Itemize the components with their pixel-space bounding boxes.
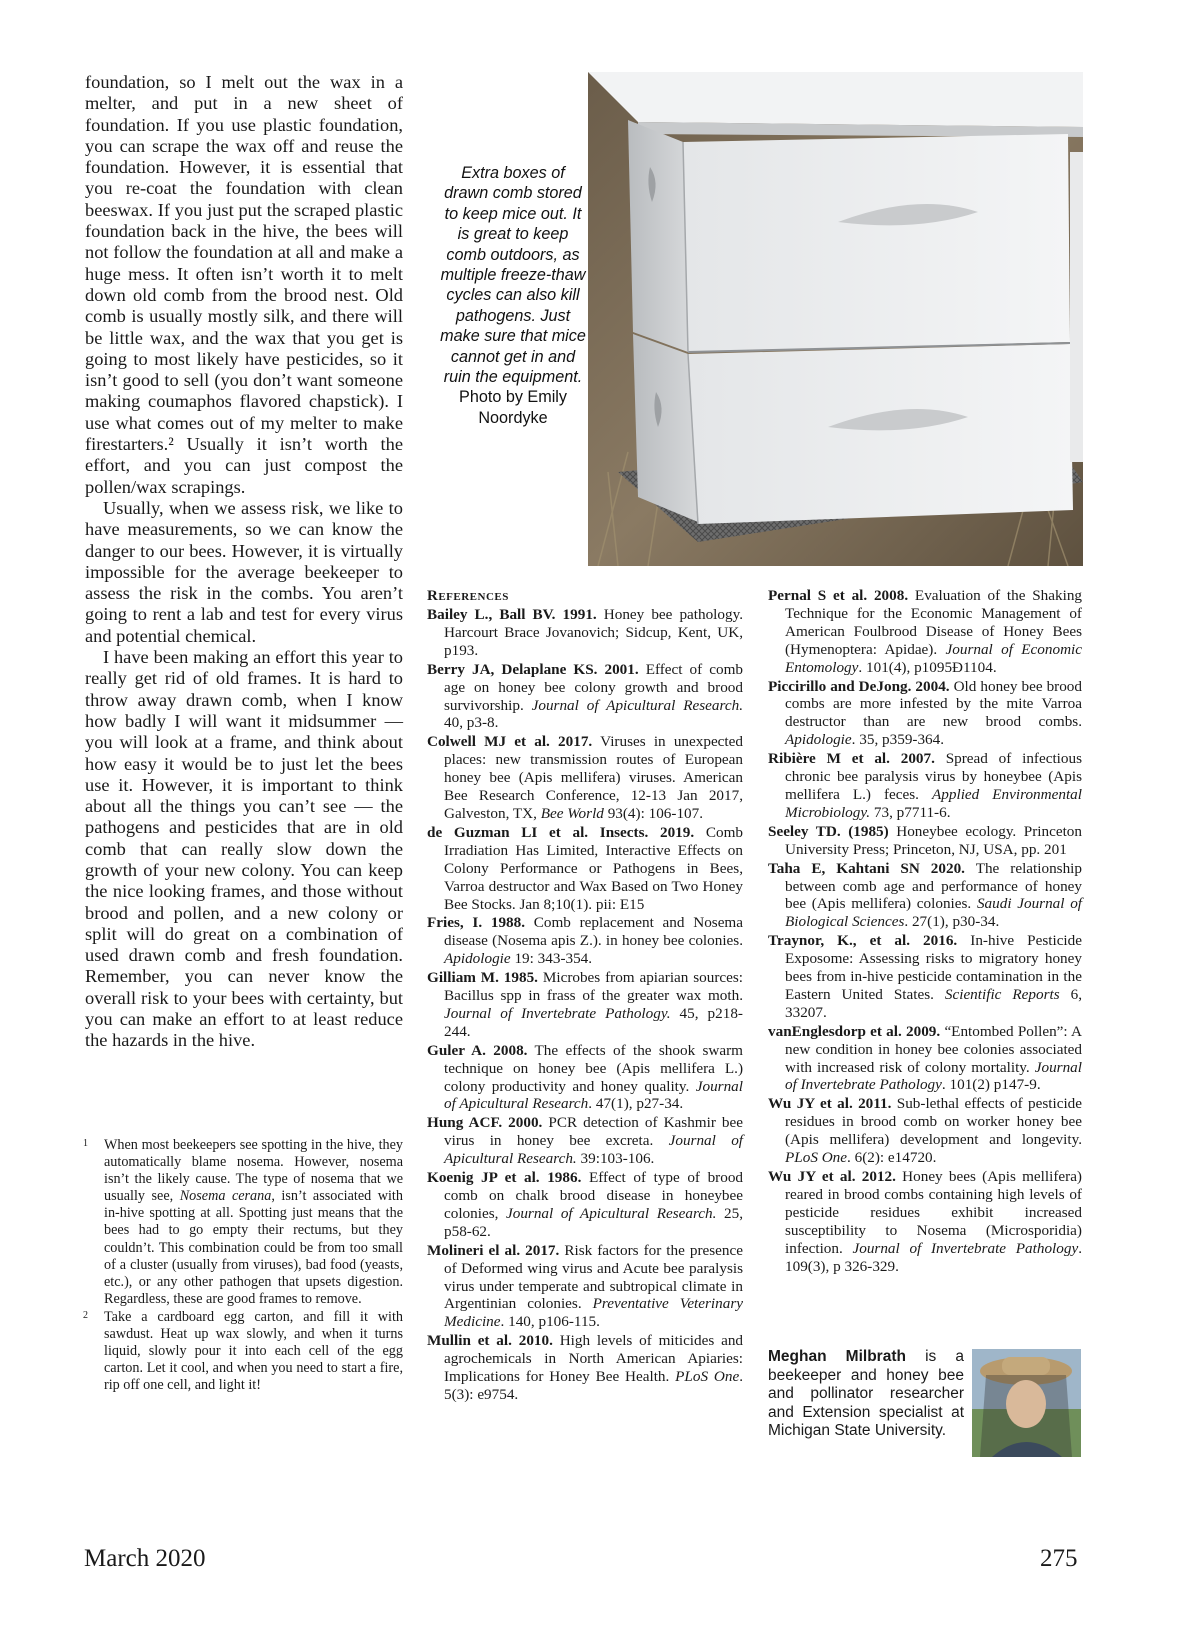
- reference-text: Sub-lethal effects of pesticide residues in brood comb on worker honey bee (Apis mellifera) development and longevity.: [785, 1095, 1082, 1149]
- reference-text: . 5(3): e9754.: [444, 1368, 743, 1403]
- reference-entry: [768, 678, 1082, 750]
- reference-text: Comb Irradiation Has Limited, Interactive Effects on Colony Performance or Pathogens in Bees, Varroa destructor and Wax Based on Two Honey Bee Stocks. Jan 8;10(1). pii: E15: [444, 823, 743, 913]
- footnote-text: When most beekeepers see spotting in the hive, they automatically blame nosema. However, nosema isn’t the likely cause. The type of nosema that we usually see,: [104, 1137, 403, 1205]
- reference-text: Risk factors for the presence of Deformed wing virus and Acute bee paralysis virus under temperate and subtropical climate in Argentinian colonies.: [444, 1241, 743, 1313]
- reference-text: Honeybee ecology. Princeton University Press; Princeton, NJ, USA, pp. 201: [785, 822, 1082, 858]
- reference-journal: Journal of Invertebrate Pathology.: [444, 1004, 671, 1022]
- reference-journal: Journal of Apicultural Research.: [531, 696, 743, 714]
- reference-journal: Bee World: [540, 804, 604, 822]
- reference-entry: [427, 1242, 743, 1332]
- reference-text: . 6(2): e14720.: [847, 1149, 937, 1167]
- reference-text: Honey bee pathology. Harcourt Brace Jovanovich; Sidcup, Kent, UK, p193.: [444, 606, 743, 659]
- reference-entry: [768, 1023, 1082, 1095]
- reference-authors: Piccirillo and DeJong. 2004.: [768, 677, 950, 695]
- footnote-number: 1: [83, 1138, 88, 1149]
- reference-text: “Entombed Pollen”: A new condition in honey bee colonies associated with increased risk of colony mortality.: [785, 1022, 1082, 1076]
- reference-entry: [427, 824, 743, 914]
- author-bio: [768, 1348, 964, 1441]
- reference-text: 73, p7711-6.: [870, 803, 951, 821]
- reference-text: Effect of comb age on honey bee colony growth and brood survivorship.: [444, 660, 743, 714]
- footnote: [83, 1309, 403, 1394]
- reference-text: 40, p3-8.: [444, 714, 499, 732]
- reference-entry: [768, 750, 1082, 822]
- reference-journal: Journal of Apicultural Research: [444, 1077, 743, 1113]
- reference-text: Old honey bee brood combs are more infested by the mite Varroa destructor than are new brood combs.: [785, 677, 1082, 731]
- reference-authors: Mullin et al. 2010.: [427, 1332, 553, 1350]
- reference-journal: Scientific Reports: [944, 985, 1060, 1003]
- reference-text: Effect of type of brood comb on chalk brood disease in honeybee colonies,: [444, 1169, 744, 1222]
- reference-authors: Traynor, K., et al. 2016.: [768, 932, 958, 950]
- reference-entry: [427, 661, 743, 733]
- reference-text: Viruses in unexpected places: new transmission routes of European honey bee (Apis mellifera) viruses. American Bee Research Conference, 12-13 Jan 2017, Galveston, TX,: [444, 733, 743, 822]
- photo-caption: [438, 163, 588, 428]
- reference-entry: [768, 860, 1082, 932]
- footnote-text: Take a cardboard egg carton, and fill it with sawdust. Heat up wax slowly, and when it turns liquid, slowly pour it into each cell of the egg carton. Let it cool, and when you need to start a fire, rip off one cell, and light it!: [104, 1308, 403, 1394]
- footnote: [83, 1137, 403, 1308]
- reference-text: . 35, p359-364.: [851, 731, 945, 749]
- reference-authors: Ribière M et al. 2007.: [768, 750, 935, 768]
- reference-entry: [768, 823, 1082, 859]
- footnote-italic: Nosema cerana: [179, 1188, 272, 1205]
- reference-authors: de Guzman LI et al. Insects. 2019.: [427, 823, 695, 841]
- reference-authors: Seeley TD. (1985): [768, 822, 889, 840]
- reference-text: 45, p218-244.: [444, 1004, 743, 1040]
- reference-entry: [427, 606, 743, 660]
- reference-entry: [768, 932, 1082, 1022]
- reference-text: Microbes from apiarian sources: Bacillus spp in frass of the greater wax moth.: [444, 969, 744, 1005]
- footnote-text: , isn’t associated with in-hive spotting at all. Spotting just means that the bees had to go empty their rectums, but they couldn’t. This combination could be from too small of a cluster (usually from viruses), bad food (yeasts, etc.), or any other pathogen that upsets digestion. Regardless, these are good frames to remove.: [104, 1188, 403, 1307]
- reference-entry: [427, 733, 743, 823]
- reference-journal: Journal of Apicultural Research.: [444, 1132, 744, 1168]
- reference-entry: [427, 1042, 743, 1114]
- reference-authors: Wu JY et al. 2011.: [768, 1095, 892, 1113]
- reference-authors: Koenig JP et al. 1986.: [427, 1169, 582, 1187]
- page-number: 275: [1040, 1545, 1078, 1572]
- reference-journal: Saudi Journal of Biological Sciences: [785, 895, 1083, 931]
- reference-text: . 47(1), p27-34.: [588, 1095, 684, 1113]
- reference-authors: Wu JY et al. 2012.: [768, 1168, 896, 1185]
- reference-text: Spread of infectious chronic bee paralysis virus by honeybee (Apis mellifera L.) feces.: [785, 750, 1083, 803]
- references-column-right: [768, 587, 1082, 1276]
- reference-entry: [427, 1169, 743, 1241]
- reference-text: Comb replacement and Nosema disease (Nosema apis Z.). in honey bee colonies.: [444, 914, 743, 950]
- footnote-number: 2: [83, 1309, 88, 1321]
- reference-journal: Journal of Invertebrate Pathology: [852, 1239, 1079, 1257]
- reference-text: . 101(4), p1095Ð1104.: [858, 658, 997, 676]
- beehive-photo: [588, 72, 1083, 566]
- reference-text: . 109(3), p 326-329.: [785, 1239, 1082, 1275]
- reference-journal: Apidologie: [785, 731, 852, 749]
- reference-text: The effects of the shook swarm technique on honey bee (Apis mellifera L.) colony productivity and honey quality.: [444, 1041, 743, 1095]
- author-photo: [972, 1349, 1081, 1457]
- references-heading: References: [427, 588, 509, 604]
- reference-authors: Berry JA, Delaplane KS. 2001.: [427, 660, 639, 678]
- reference-journal: Journal of Economic Entomology: [785, 640, 1082, 676]
- photo-credit: Photo by Emily Noordyke: [459, 388, 567, 427]
- reference-journal: PLoS One: [785, 1149, 848, 1167]
- body-paragraph: I have been making an effort this year to really get rid of old frames. It is hard to throw away drawn comb, when I know how badly I will want it midsummer — you will look at a frame, and think about how easy it would be to just let the bees use it. However, it is important to think about all the things you can’t see — the pathogens and pesticides that are in old comb that can really slow down the growth of your new colony. You can keep the nice looking frames, and those without brood and pollen, and a new colony or split will do great on a combination of used drawn comb and fresh foundation. Remember, you can never know the overall risk to your bees with certainty, but you can make an effort to at least reduce the hazards in the hive.: [85, 647, 403, 1051]
- reference-authors: Hung ACF. 2000.: [427, 1114, 543, 1132]
- body-paragraph: Usually, when we assess risk, we like to have measurements, so we can know the danger to our bees. However, it is virtually impossible for the average beekeeper to assess the risk in the combs. You aren’t going to rent a lab and test for every virus and potential chemical.: [85, 497, 403, 646]
- footnotes: [83, 1137, 403, 1395]
- author-name: Meghan Milbrath: [768, 1348, 906, 1365]
- reference-authors: Guler A. 2008.: [427, 1041, 528, 1059]
- reference-entry: [768, 1168, 1082, 1275]
- reference-journal: Apidologie: [444, 950, 511, 968]
- reference-authors: Fries, I. 1988.: [427, 914, 526, 932]
- reference-journal: PLoS One: [675, 1368, 740, 1386]
- reference-entry: [768, 587, 1082, 677]
- reference-authors: Gilliam M. 1985.: [427, 969, 538, 987]
- reference-authors: Taha E, Kahtani SN 2020.: [768, 859, 965, 877]
- reference-text: PCR detection of Kashmir bee virus in honey bee excreta.: [444, 1114, 744, 1150]
- reference-text: . 101(2) p147-9.: [941, 1076, 1041, 1094]
- reference-text: 93(4): 106-107.: [603, 804, 704, 822]
- reference-text: 39:103-106.: [576, 1150, 655, 1168]
- reference-authors: vanEnglesdorp et al. 2009.: [768, 1022, 941, 1040]
- caption-text: Extra boxes of drawn comb stored to keep mice out. It is great to keep comb outdoors, as multiple freeze-thaw cycles can also kill pathogens. Just make sure that mice cannot get in and ruin the equipment.: [440, 164, 586, 387]
- reference-text: 6, 33207.: [785, 985, 1082, 1021]
- reference-text: The relationship between comb age and performance of honey bee (Apis mellifera) colonies.: [785, 859, 1082, 913]
- references-column-left: [427, 587, 743, 1405]
- reference-entry: [427, 1332, 743, 1404]
- reference-journal: Journal of Invertebrate Pathology: [785, 1058, 1082, 1094]
- reference-authors: Colwell MJ et al. 2017.: [427, 733, 593, 751]
- article-body: [85, 72, 403, 1052]
- body-paragraph: foundation, so I melt out the wax in a melter, and put in a new sheet of foundation. If you use plastic foundation, you can scrape the wax off and reuse the foundation. However, it is essential that you re-coat the foundation with clean beeswax. If you just put the scraped plastic foundation back in the hive, the bees will not follow the foundation at all and make a huge mess. It often isn’t worth it to melt down old comb from the brood nest. Old comb is usually mostly silk, and there will be little wax, and the wax that you get is going to most likely have pesticides, so it isn’t good to sell (you don’t want someone making coumaphos flavored chapstick). I use what comes out of my melter to make firestarters.² Usually it isn’t worth the effort, and you can just compost the pollen/wax scrapings.: [85, 72, 403, 497]
- reference-authors: Pernal S et al. 2008.: [768, 587, 909, 604]
- reference-text: . 140, p106-115.: [500, 1313, 600, 1331]
- reference-entry: [427, 1114, 743, 1168]
- reference-authors: Molineri el al. 2017.: [427, 1241, 560, 1259]
- reference-authors: Bailey L., Ball BV. 1991.: [427, 606, 597, 623]
- reference-entry: [768, 1095, 1082, 1167]
- reference-journal: Applied Environmental Microbiology.: [785, 785, 1082, 821]
- issue-date: March 2020: [84, 1545, 206, 1572]
- reference-text: 25, p58-62.: [444, 1204, 743, 1240]
- author-bio-text: is a beekeeper and honey bee and pollinator researcher and Extension specialist at Michigan State University.: [768, 1348, 964, 1440]
- reference-text: Evaluation of the Shaking Technique for the Economic Management of American Foulbrood Disease of Honey Bees (Hymenoptera: Apidae).: [785, 587, 1083, 658]
- reference-entry: [427, 914, 743, 968]
- reference-text: 19: 343-354.: [510, 950, 593, 968]
- reference-journal: Journal of Apicultural Research.: [506, 1204, 717, 1222]
- reference-text: . 27(1), p30-34.: [904, 913, 1000, 931]
- reference-text: High levels of miticides and agrochemicals in North American Apiaries: Implications for Honey Bee Health.: [444, 1332, 744, 1386]
- reference-text: Honey bees (Apis mellifera) reared in brood combs containing high levels of pesticide residues exhibit increased susceptibility to Nosema (Microsporidia) infection.: [785, 1168, 1082, 1257]
- reference-text: In-hive Pesticide Exposome: Assessing risks to migratory honey bees from in-hive pesticide contamination in the Eastern United States.: [785, 932, 1082, 1003]
- reference-journal: Preventative Veterinary Medicine: [444, 1295, 743, 1331]
- reference-entry: [427, 969, 743, 1041]
